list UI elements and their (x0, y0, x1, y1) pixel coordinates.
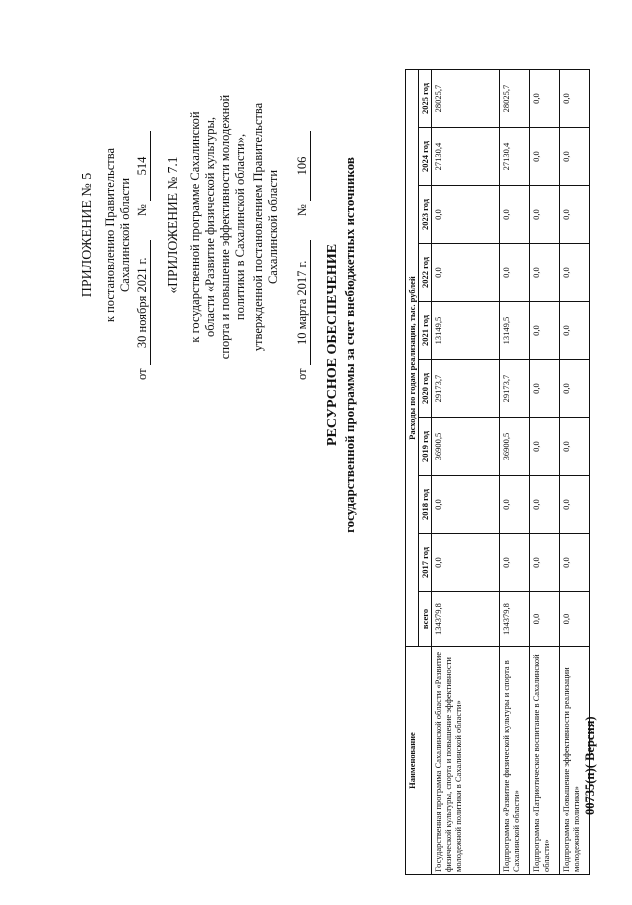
cell-value: 0,0 (530, 186, 560, 244)
col-header: 2020 год (419, 360, 432, 418)
cell-value: 0,0 (560, 302, 590, 360)
row-name: Подпрограмма «Развитие физической культуры и спорта в Сахалинской области» (500, 647, 530, 875)
prior-appendix-line: спорта и повышение эффективности молодежной (218, 94, 232, 360)
col-header: 2023 год (419, 186, 432, 244)
cell-value: 28025,7 (432, 70, 500, 128)
prior-signature-line (295, 131, 311, 380)
col-header: всего (419, 592, 432, 647)
appendix-title: ПРИЛОЖЕНИЕ № 5 (80, 172, 95, 298)
cell-value: 0,0 (432, 534, 500, 592)
prior-appendix-line: области «Развитие физической культуры, (203, 117, 217, 338)
prior-appendix-line: политики в Сахалинской области», (233, 133, 247, 321)
col-header: 2022 год (419, 244, 432, 302)
cell-value: 0,0 (432, 476, 500, 534)
cell-value: 0,0 (530, 302, 560, 360)
cell-value: 0,0 (500, 244, 530, 302)
col-name-header: Наименование (406, 647, 432, 875)
cell-value: 29173,7 (500, 360, 530, 418)
decree-signature-line (135, 131, 151, 380)
cell-value: 0,0 (530, 70, 560, 128)
cell-value: 0,0 (530, 534, 560, 592)
cell-value: 13149,5 (500, 302, 530, 360)
document-title: РЕСУРСНОЕ ОБЕСПЕЧЕНИЕ (325, 243, 340, 447)
prior-appendix-title: «ПРИЛОЖЕНИЕ № 7.1 (165, 156, 180, 294)
appendix-subtitle-line1: к постановлению Правительства (103, 147, 117, 323)
col-header: 2024 год (419, 128, 432, 186)
cell-value: 0,0 (432, 186, 500, 244)
col-header: 2025 год (419, 70, 432, 128)
cell-value: 0,0 (530, 418, 560, 476)
cell-value: 0,0 (432, 244, 500, 302)
cell-value: 0,0 (530, 476, 560, 534)
prior-number: 106 (295, 131, 311, 201)
cell-value: 0,0 (560, 476, 590, 534)
document-subtitle: государственной программы за счет внебюджетных источников (342, 157, 357, 533)
cell-value: 0,0 (560, 244, 590, 302)
cell-value: 134379,8 (500, 592, 530, 647)
document-code: 00735(п)( Версия) (583, 716, 597, 815)
cell-value: 28025,7 (500, 70, 530, 128)
prior-appendix-line: утвержденной постановлением Правительства (251, 102, 265, 352)
cell-value: 0,0 (560, 534, 590, 592)
table-row (432, 70, 500, 875)
cell-value: 0,0 (560, 128, 590, 186)
cell-value: 27130,4 (432, 128, 500, 186)
from-label: от (135, 368, 149, 380)
cell-value: 0,0 (530, 244, 560, 302)
cell-value: 0,0 (500, 534, 530, 592)
cell-value: 134379,8 (432, 592, 500, 647)
decree-number: 514 (135, 131, 151, 201)
decree-date: 30 ноября 2021 г. (135, 240, 151, 365)
number-label: № (295, 204, 309, 217)
cell-value: 0,0 (560, 418, 590, 476)
row-name: Государственная программа Сахалинской области «Развитие физической культуры, спорта и повышение эффективности молодежной политики в Сахалинской области» (432, 647, 500, 875)
resource-table-wrap (405, 69, 590, 875)
number-label: № (135, 204, 149, 217)
cell-value: 0,0 (500, 476, 530, 534)
table-header-row (406, 70, 419, 875)
cell-value: 13149,5 (432, 302, 500, 360)
col-header: 2019 год (419, 418, 432, 476)
table-row (500, 70, 530, 875)
appendix-subtitle-line2: Сахалинской области (118, 177, 132, 293)
cell-value: 0,0 (560, 360, 590, 418)
cell-value: 0,0 (500, 186, 530, 244)
resource-table (405, 69, 590, 875)
col-header: 2018 год (419, 476, 432, 534)
col-group-header: Расходы по годам реализации, тыс. рублей (406, 70, 419, 647)
cell-value: 0,0 (530, 360, 560, 418)
cell-value: 0,0 (560, 186, 590, 244)
cell-value: 0,0 (530, 592, 560, 647)
table-row (530, 70, 560, 875)
prior-appendix-line: к государственной программе Сахалинской (188, 111, 202, 343)
cell-value: 29173,7 (432, 360, 500, 418)
cell-value: 27130,4 (500, 128, 530, 186)
from-label: от (295, 368, 309, 380)
row-name: Подпрограмма «Патриотическое воспитание в Сахалинской области» (530, 647, 560, 875)
row-name: Подпрограмма «Повышение эффективности реализации молодежной политики» (560, 647, 590, 875)
prior-appendix-line: Сахалинской области (266, 169, 280, 285)
cell-value: 36900,5 (432, 418, 500, 476)
cell-value: 36900,5 (500, 418, 530, 476)
col-header: 2021 год (419, 302, 432, 360)
cell-value: 0,0 (530, 128, 560, 186)
cell-value: 0,0 (560, 592, 590, 647)
col-header: 2017 год (419, 534, 432, 592)
prior-date: 10 марта 2017 г. (295, 240, 311, 365)
cell-value: 0,0 (560, 70, 590, 128)
